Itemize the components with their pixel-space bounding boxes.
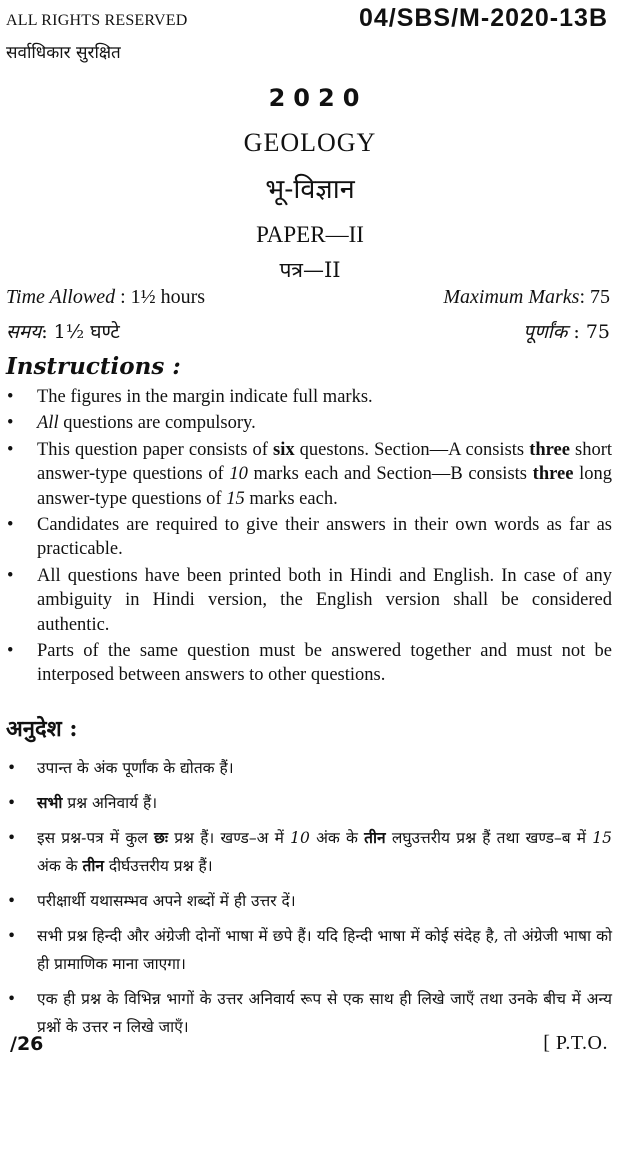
instruction-text: long answer-type questions of: [37, 464, 612, 509]
instruction-item-en: [6, 639, 612, 688]
marks-label-en: Maximum Marks: [443, 286, 580, 308]
instruction-item-hi: [6, 887, 612, 915]
instructions-list-en: [6, 385, 612, 690]
pto-label: [ P.T.O.: [543, 1032, 608, 1054]
instruction-text: All questions have been printed both in Hindi and English. In case of any ambiguity in Hindi version, the English version shall be considered authentic.: [37, 565, 612, 635]
time-value-hi: : 1½ घण्टे: [41, 321, 120, 343]
instruction-text: सभी प्रश्न हिन्दी और अंग्रेजी दोनों भाषा में छपे हैं। यदि हिन्दी भाषा में कोई संदेह है, तो अंग्रेजी भाषा को ही प्रामाणिक माना जाएगा।: [37, 927, 612, 973]
rights-reserved-hi: सर्वाधिकार सुरक्षित: [6, 43, 121, 63]
time-label-en: Time Allowed: [6, 286, 116, 308]
instructions-list-hi: [6, 754, 612, 1048]
instruction-emphasis: 10: [229, 464, 248, 485]
instruction-item-hi: [6, 824, 612, 880]
instruction-emphasis: तीन: [364, 828, 386, 847]
instruction-item-en: [6, 513, 612, 562]
instruction-text: दीर्घउत्तरीय प्रश्न हैं।: [103, 857, 213, 875]
instruction-text: अंक के: [37, 857, 83, 875]
instruction-emphasis: three: [529, 439, 570, 460]
instruction-item-hi: [6, 789, 612, 817]
instruction-text: Parts of the same question must be answered together and must not be interposed between answers to other questions.: [37, 641, 612, 686]
time-allowed-en: [6, 286, 205, 309]
instruction-item-hi: [6, 922, 612, 978]
marks-label-hi: पूर्णांक: [523, 321, 568, 343]
page-code: /26: [10, 1033, 44, 1055]
instruction-item-en: [6, 438, 612, 511]
instruction-text: लघुउत्तरीय प्रश्न हैं तथा खण्ड–ब में: [385, 829, 593, 847]
instruction-emphasis: 10: [290, 829, 310, 847]
instruction-item-hi: [6, 985, 612, 1041]
exam-year: 2020: [268, 84, 368, 112]
instruction-emphasis: six: [273, 439, 295, 460]
instructions-heading-hi: अनुदेश :: [6, 716, 78, 742]
instruction-emphasis: 15: [226, 488, 245, 509]
instruction-item-en: [6, 385, 612, 409]
instruction-text: questions are compulsory.: [58, 413, 256, 434]
meta-row-en: [6, 286, 610, 309]
max-marks-en: [443, 286, 610, 309]
instruction-item-en: [6, 564, 612, 637]
instruction-text: प्रश्न अनिवार्य हैं।: [62, 794, 158, 812]
instruction-emphasis: छः: [154, 828, 168, 847]
instruction-text: marks each and Section—B consists: [247, 464, 533, 485]
instruction-emphasis: All: [37, 413, 59, 434]
marks-value-hi: : 75: [573, 321, 610, 343]
instruction-item-en: [6, 411, 612, 435]
instruction-text: उपान्त के अंक पूर्णांक के द्योतक हैं।: [37, 759, 234, 777]
instruction-text: अंक के: [309, 829, 365, 847]
instruction-text: इस प्रश्न-पत्र में कुल: [37, 829, 154, 847]
paper-number-hi: पत्र—II: [279, 258, 341, 282]
instruction-text: The figures in the margin indicate full marks.: [37, 387, 373, 407]
instruction-text: एक ही प्रश्न के विभिन्न भागों के उत्तर अनिवार्य रूप से एक साथ ही लिखे जाएँ तथा उनके बीच में अन्य प्रश्नों के उत्तर न लिखे जाएँ।: [37, 990, 612, 1036]
instruction-emphasis: three: [532, 464, 574, 485]
instruction-emphasis: तीन: [82, 856, 104, 875]
instruction-text: परीक्षार्थी यथासम्भव अपने शब्दों में ही उत्तर दें।: [37, 892, 296, 910]
time-value-en: : 1½ hours: [120, 286, 206, 308]
instruction-text: Candidates are required to give their answers in their own words as far as practicable.: [37, 515, 612, 560]
max-marks-hi: [523, 318, 610, 344]
instruction-emphasis: सभी: [37, 793, 63, 812]
subject-title-hi: भू-विज्ञान: [265, 174, 355, 205]
time-allowed-hi: [6, 318, 120, 344]
instruction-emphasis: 15: [592, 829, 612, 847]
instructions-heading-en: Instructions :: [6, 353, 181, 380]
paper-code: 04/SBS/M-2020-13B: [358, 4, 608, 32]
instruction-text: short answer-type questions of: [37, 439, 613, 485]
paper-number-en: PAPER—II: [256, 222, 364, 247]
time-label-hi: समय: [6, 321, 42, 343]
instruction-item-hi: [6, 754, 612, 782]
instruction-text: This question paper consists of: [37, 439, 274, 460]
instruction-text: questons. Section—A consists: [294, 439, 530, 460]
meta-row-hi: [6, 318, 610, 344]
rights-reserved-en: ALL RIGHTS RESERVED: [6, 12, 188, 29]
marks-value-en: : 75: [579, 286, 610, 308]
instruction-text: marks each.: [244, 488, 338, 509]
instruction-text: प्रश्न हैं। खण्ड–अ में: [168, 829, 291, 847]
subject-title-en: GEOLOGY: [243, 128, 377, 157]
